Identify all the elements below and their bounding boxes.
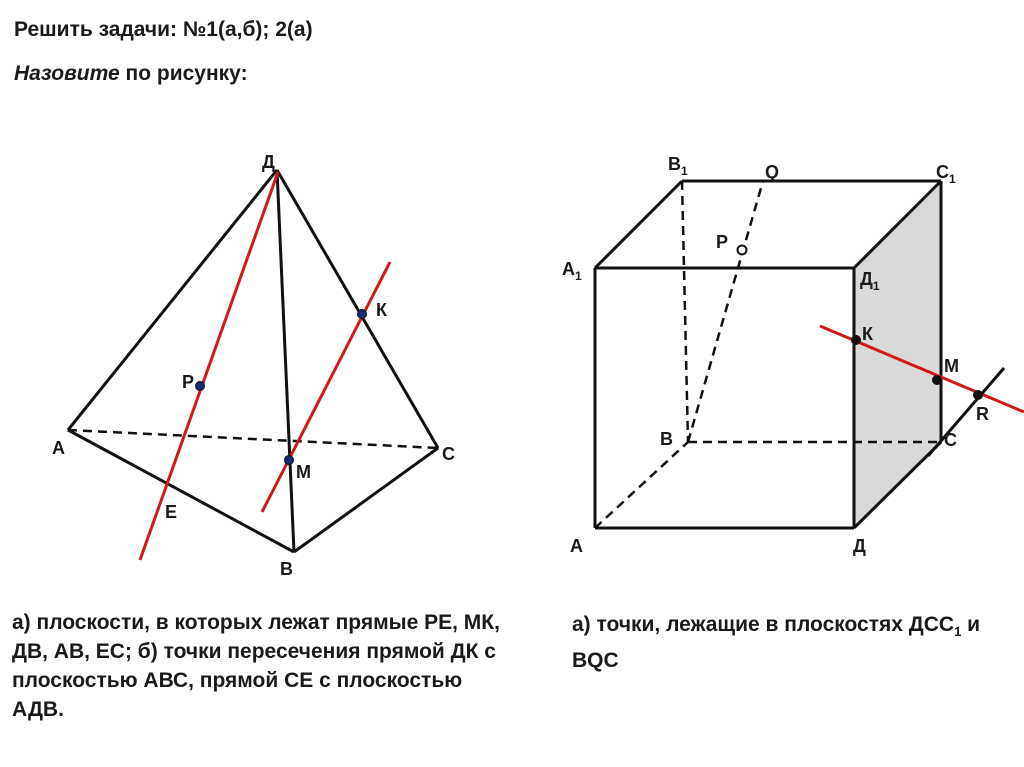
cube-label-D1: $Д_1$: [860, 269, 880, 293]
cube-point-R: [974, 391, 983, 400]
task-right-text: [572, 610, 1012, 675]
pyramid-line-MK: [262, 262, 390, 512]
pyramid-edge-BC: [294, 448, 438, 552]
subtitle-rest: по рисунку:: [119, 62, 248, 85]
task-right-part-b: и BQC: [572, 613, 981, 673]
cube-point-P: [738, 246, 747, 255]
pyramid-label-K: К: [376, 300, 387, 320]
pyramid-edge-DB: [277, 170, 294, 552]
pyramid-label-B: В: [280, 559, 293, 579]
cube-edge-AB-hidden: [595, 442, 688, 528]
cube-label-A: А: [570, 536, 583, 556]
pyramid-label-E: Е: [165, 502, 178, 522]
pyramid-edge-AD: [68, 170, 277, 430]
pyramid-label-A: А: [52, 438, 65, 458]
task-left-text: а) плоскости, в которых лежат прямые РЕ, МК, ДВ, АВ, ЕС; б) точки пересечения прямой ДК с плоскостью АВС, прямой СЕ с плоскостью АДВ.: [12, 611, 500, 721]
cube-edge-BB1-hidden: [682, 181, 688, 442]
task-right-subscript: 1: [954, 624, 962, 640]
cube-edge-A1B1: [595, 181, 682, 268]
cube-label-Q: Q: [765, 162, 780, 182]
pyramid-label-P: Р: [182, 372, 195, 392]
cube-point-K: [852, 336, 861, 345]
subtitle-emphasis: Назовите: [14, 62, 120, 85]
cube-label-M: М: [944, 356, 959, 376]
cube-label-K: К: [862, 324, 873, 344]
cube-face-DCC1D1-shaded: [854, 181, 941, 528]
cube-label-C: С: [944, 430, 957, 450]
cube-point-M: [933, 376, 942, 385]
pyramid-point-P: [196, 382, 205, 391]
cube-label-D: Д: [853, 536, 866, 556]
pyramid-point-M: [285, 456, 294, 465]
pyramid-point-K: [358, 310, 367, 319]
page-title: Решить задачи: №1(а,б); 2(а): [14, 18, 313, 41]
cube-label-B: В: [660, 429, 673, 449]
cube-line-BQ-hidden: [688, 181, 763, 442]
cube-label-A1: $А_1$: [562, 259, 582, 283]
pyramid-label-C: С: [442, 444, 455, 464]
cube-figure: [562, 154, 1024, 556]
cube-label-B1: $В_1$: [668, 154, 688, 178]
cube-label-C1: $С_1$: [936, 162, 956, 186]
pyramid-label-M: М: [296, 462, 311, 482]
pyramid-edge-AC-hidden: [68, 430, 438, 448]
pyramid-label-D: Д: [262, 152, 275, 172]
pyramid-line-DE: [140, 172, 278, 560]
cube-label-P: Р: [716, 232, 729, 252]
cube-label-R: R: [976, 404, 989, 424]
task-right-part-a: а) точки, лежащие в плоскостях ДСС: [572, 613, 955, 636]
pyramid-figure: [52, 152, 455, 579]
pyramid-edge-DC: [277, 170, 438, 448]
